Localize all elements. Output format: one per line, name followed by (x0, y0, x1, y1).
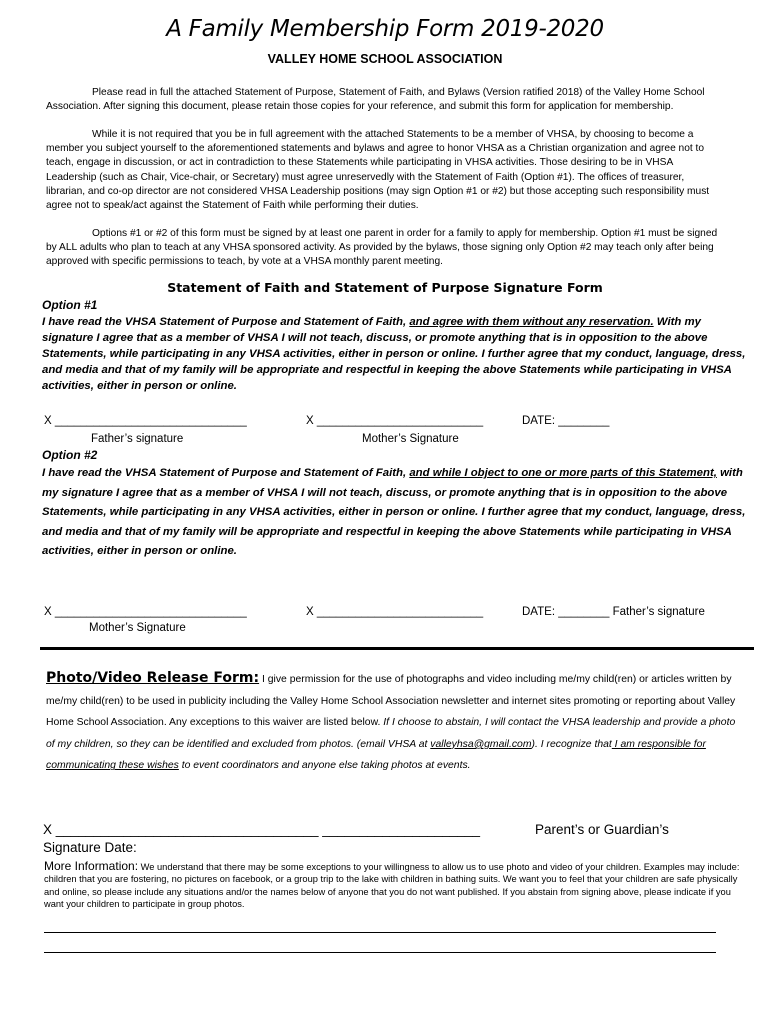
option-2-underlined: and while I object to one or more parts of this Statement, (409, 467, 717, 479)
vhsa-email-link[interactable]: valleyhsa@gmail.com (430, 738, 532, 750)
signature-form-title: Statement of Faith and Statement of Purpose Signature Form (167, 280, 603, 295)
section-divider (40, 647, 754, 650)
option-2-text: I have read the VHSA Statement of Purpose and Statement of Faith, and while I object to one or more parts of this Statement, with my signature I agree that as a member of VHSA I will not teach, discuss, or promote anything that is in opposition to the above Statements, while participating in any VHSA activities, either in person or online. I further agree that my conduct, language, dress, and media and that of my family will be appropriate and respectful in keeping the above Statements while participating in VHSA activities, either in person or online. (42, 467, 746, 557)
option-1-text: I have read the VHSA Statement of Purpose and Statement of Faith, and agree with them without any reservation. With my signature I agree that as a member of VHSA I will not teach, discuss, or promote anything that is in opposition to the above Statements, while participating in any VHSA activities, either in person or online. I further agree that my conduct, language, dress, and media and that of my family will be appropriate and respectful in keeping the above Statements while participating in VHSA activities, either in person or online. (42, 316, 746, 392)
option-1-mother-label: Mother’s Signature (362, 433, 459, 445)
guardian-label: Parent’s or Guardian’s (535, 822, 669, 837)
option-2-date-field[interactable]: DATE: ________ Father’s signature (522, 606, 705, 618)
intro-paragraph-2: While it is not required that you be in full agreement with the attached Statements to be a member of VHSA, by choosing to become a member you subject yourself to the aforementioned statements and bylaws and agree to honor VHSA as a Christian organization and agree not to teach, engage in discussion, or act in contradiction to these Statements while participating in VHSA activities. Those desiring to be in VHSA Leadership (such as Chair, Vice-chair, or Secretary) must agree unreservedly with the Statement of Faith (Option #1). The offices of treasurer, librarian, and co-op director are not considered VHSA Leadership positions (may sign Option #1 or #2) but those accepting such responsibility must agree not to speak/act against the Statement of Faith while performing their duties. (46, 129, 710, 212)
exception-line-2[interactable] (44, 952, 716, 953)
intro-paragraph-3: Options #1 or #2 of this form must be signed by at least one parent in order for a family to apply for membership. Option #1 must be signed by ALL adults who plan to teach at any VHSA sponsored activity. As provided by the bylaws, those signing only Option #2 may teach only after being approved with specific permissions to teach, by vote at a VHSA monthly parent meeting. (46, 228, 718, 268)
more-information-label: More Information: (44, 859, 139, 873)
photo-release-text: Photo/Video Release Form: I give permission for the use of photographs and video including me/my child(ren) or articles written by me/my child(ren) to be used in publicity including the Valley Home School Association newsletter and internet sites promoting or reporting about Valley Home School Association. Any exceptions to this waiver are listed below. If I choose to abstain, I will contact the VHSA leadership and provide a photo of my children, so they can be identified and excluded from photos. (email VHSA at valleyhsa@gmail.com). I recognize that I am responsible for communicating these wishes to event coordinators and anyone else taking photos at events. (46, 670, 736, 772)
option-2-father-label: Father’s signature (612, 606, 705, 618)
option-1-underlined: and agree with them without any reservation. (409, 316, 654, 328)
option-2-mother-signature-line[interactable]: X ______________________________ (44, 606, 247, 618)
option-2-mother-label: Mother’s Signature (89, 622, 186, 634)
option-1-label: Option #1 (42, 298, 98, 312)
option-2-father-signature-line[interactable]: X __________________________ (306, 606, 484, 618)
more-information-text: More Information: We understand that there may be some exceptions to your willingness to allow us to use photo and video of your children. Examples may include: children that you are fostering, no pictures on facebook, or a group trip to the lake with children in bathing suits. We want you to feel that your children are safe physically and online, so please include any situations and/or the names below of anyone that you do not want published. If you abstain from signing above, please indicate if you want your children to participate in group photos. (44, 859, 740, 910)
form-title: A Family Membership Form 2019-2020 (166, 16, 604, 42)
option-2-label: Option #2 (42, 448, 98, 462)
option-1-mother-signature-line[interactable]: X __________________________ (306, 415, 484, 427)
option-1-father-signature-line[interactable]: X ______________________________ (44, 415, 247, 427)
intro-paragraph-1: Please read in full the attached Statement of Purpose, Statement of Faith, and Bylaws (Version ratified 2018) of the Valley Home School Association. After signing this document, please retain those copies for your reference, and submit this form for application for membership. (46, 87, 705, 113)
exception-line-1[interactable] (44, 932, 716, 933)
option-1-date-field[interactable]: DATE: ________ (522, 415, 610, 427)
signature-date-label: Signature Date: (43, 840, 137, 855)
option-1-father-label: Father’s signature (91, 433, 184, 445)
association-name: VALLEY HOME SCHOOL ASSOCIATION (267, 52, 503, 66)
photo-release-heading: Photo/Video Release Form: (46, 670, 260, 686)
guardian-signature-line[interactable]: X ___________________________________ _____________________ (43, 822, 480, 837)
